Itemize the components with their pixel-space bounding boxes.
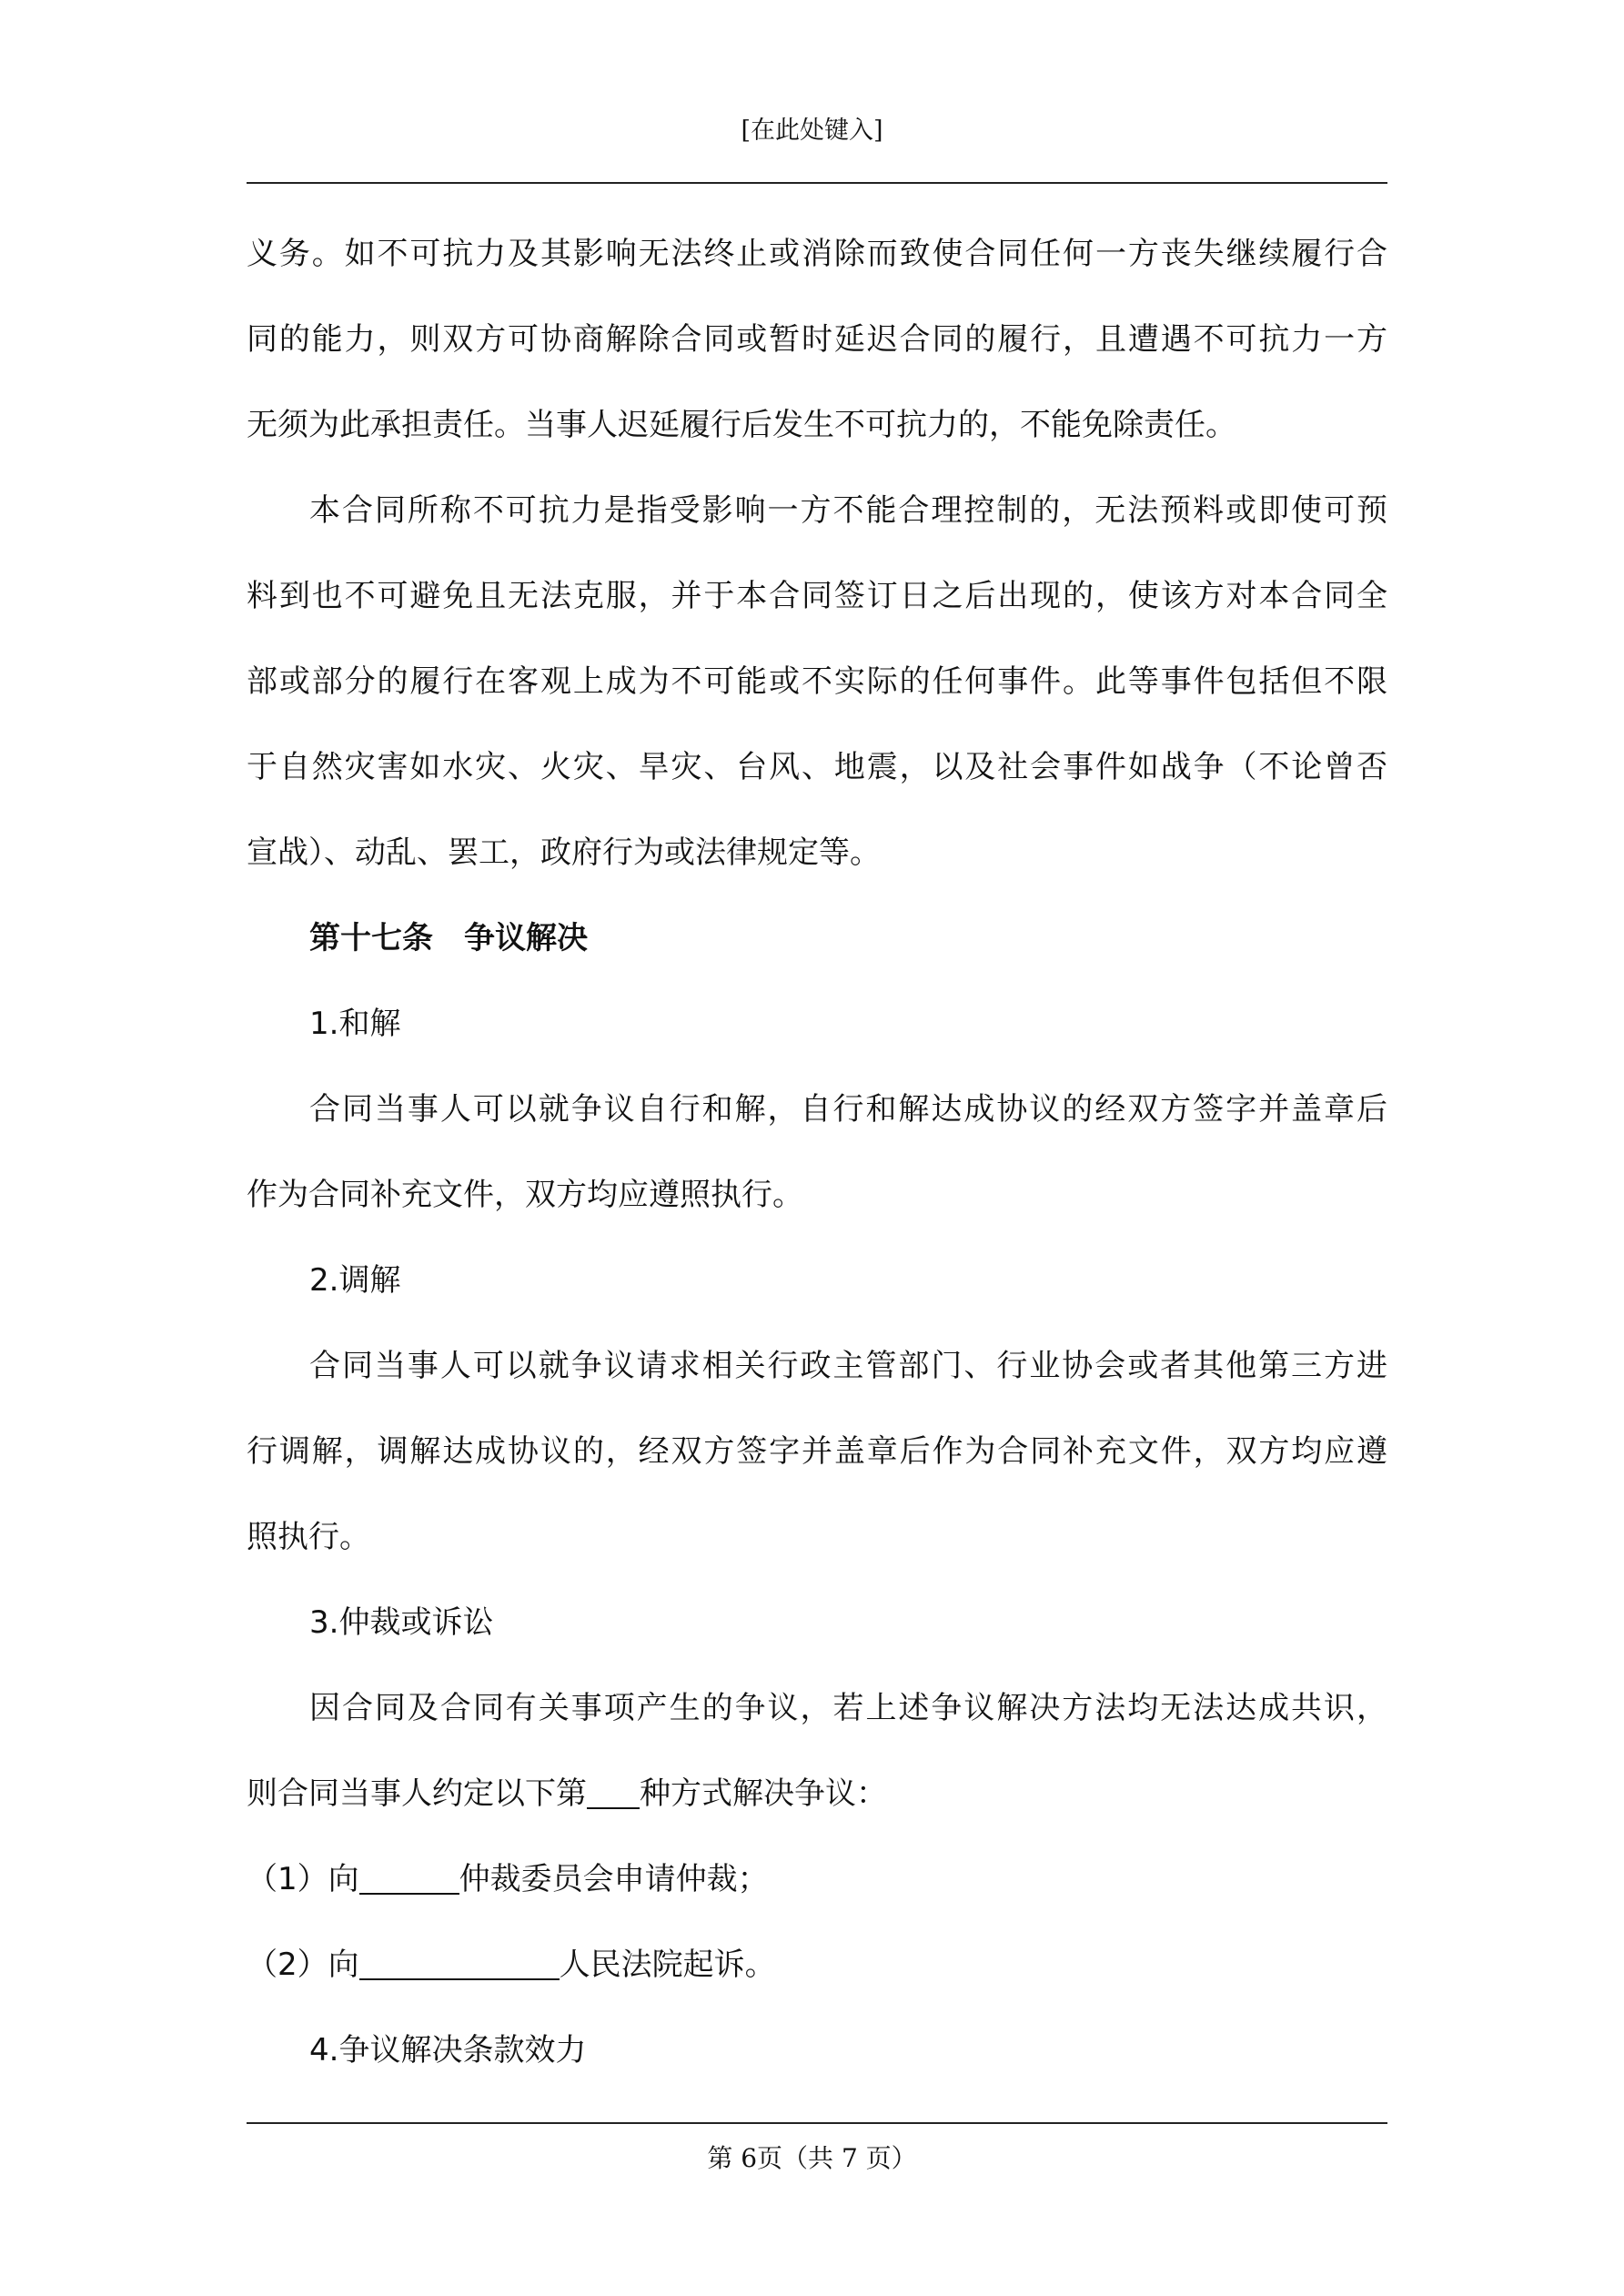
option-2-suffix: 人民法院起诉。 bbox=[559, 1947, 776, 1983]
text-line: 因合同及合同有关事项产生的争议，若上述争议解决方法均无法达成共识， bbox=[309, 1690, 1387, 1726]
text-line: 宣战）、动乱、罢工，政府行为或法律规定等。 bbox=[247, 834, 881, 871]
text-line: 行调解，调解达成协议的，经双方签字并盖章后作为合同补充文件，双方均应遵 bbox=[247, 1433, 1387, 1470]
text-fragment: 则合同当事人约定以下第 bbox=[247, 1775, 587, 1812]
text-line: 合同当事人可以就争议自行和解，自行和解达成协议的经双方签字并盖章后 bbox=[309, 1091, 1387, 1128]
text-line: 同的能力，则双方可协商解除合同或暂时延迟合同的履行，且遭遇不可抗力一方 bbox=[247, 321, 1387, 358]
option-2-prefix: （2）向 bbox=[247, 1947, 359, 1983]
force-majeure-paragraph-1 bbox=[247, 211, 1387, 468]
text-line: 义务。如不可抗力及其影响无法终止或消除而致使合同任何一方丧失继续履行合 bbox=[247, 236, 1387, 272]
text-line: 无须为此承担责任。当事人迟延履行后发生不可抗力的，不能免除责任。 bbox=[247, 407, 1236, 443]
text-line: 合同当事人可以就争议请求相关行政主管部门、行业协会或者其他第三方进 bbox=[309, 1348, 1387, 1384]
text-line: 于自然灾害如水灾、火灾、旱灾、台风、地震，以及社会事件如战争（不论曾否 bbox=[247, 749, 1387, 785]
text-line: 料到也不可避免且无法克服，并于本合同签订日之后出现的，使该方对本合同全 bbox=[247, 578, 1387, 614]
court-name-blank[interactable] bbox=[359, 1951, 560, 1980]
page-header: [在此处键入] bbox=[741, 116, 883, 145]
item-4-heading: 4.争议解决条款效力 bbox=[309, 2032, 587, 2068]
item-2-heading: 2.调解 bbox=[309, 1262, 401, 1299]
text-line: 本合同所称不可抗力是指受影响一方不能合理控制的，无法预料或即使可预 bbox=[309, 492, 1387, 529]
item-1-paragraph bbox=[247, 1067, 1387, 1238]
article-17-heading: 第十七条 争议解决 bbox=[309, 920, 588, 956]
item-3-paragraph bbox=[247, 1665, 1387, 1836]
option-1-prefix: （1）向 bbox=[247, 1861, 359, 1897]
option-1 bbox=[247, 1836, 1387, 1922]
document-body bbox=[247, 211, 1387, 2093]
text-line: 部或部分的履行在客观上成为不可能或不实际的任何事件。此等事件包括但不限 bbox=[247, 663, 1387, 700]
page-footer: 第 6页（共 7 页） bbox=[707, 2143, 917, 2173]
text-line: 作为合同补充文件，双方均应遵照执行。 bbox=[247, 1177, 803, 1213]
force-majeure-paragraph-2 bbox=[247, 468, 1387, 895]
text-line bbox=[247, 1751, 1387, 1836]
header-rule bbox=[247, 182, 1387, 184]
arbitration-commission-blank[interactable] bbox=[359, 1866, 459, 1895]
footer-rule bbox=[247, 2122, 1387, 2124]
option-2 bbox=[247, 1922, 1387, 2008]
item-3-heading: 3.仲裁或诉讼 bbox=[309, 1604, 494, 1641]
text-fragment: 种方式解决争议： bbox=[640, 1775, 887, 1812]
text-line: 照执行。 bbox=[247, 1519, 370, 1555]
fill-in-blank[interactable] bbox=[587, 1780, 640, 1809]
item-2-paragraph bbox=[247, 1323, 1387, 1580]
item-1-heading: 1.和解 bbox=[309, 1006, 401, 1042]
option-1-suffix: 仲裁委员会申请仲裁； bbox=[459, 1861, 769, 1897]
